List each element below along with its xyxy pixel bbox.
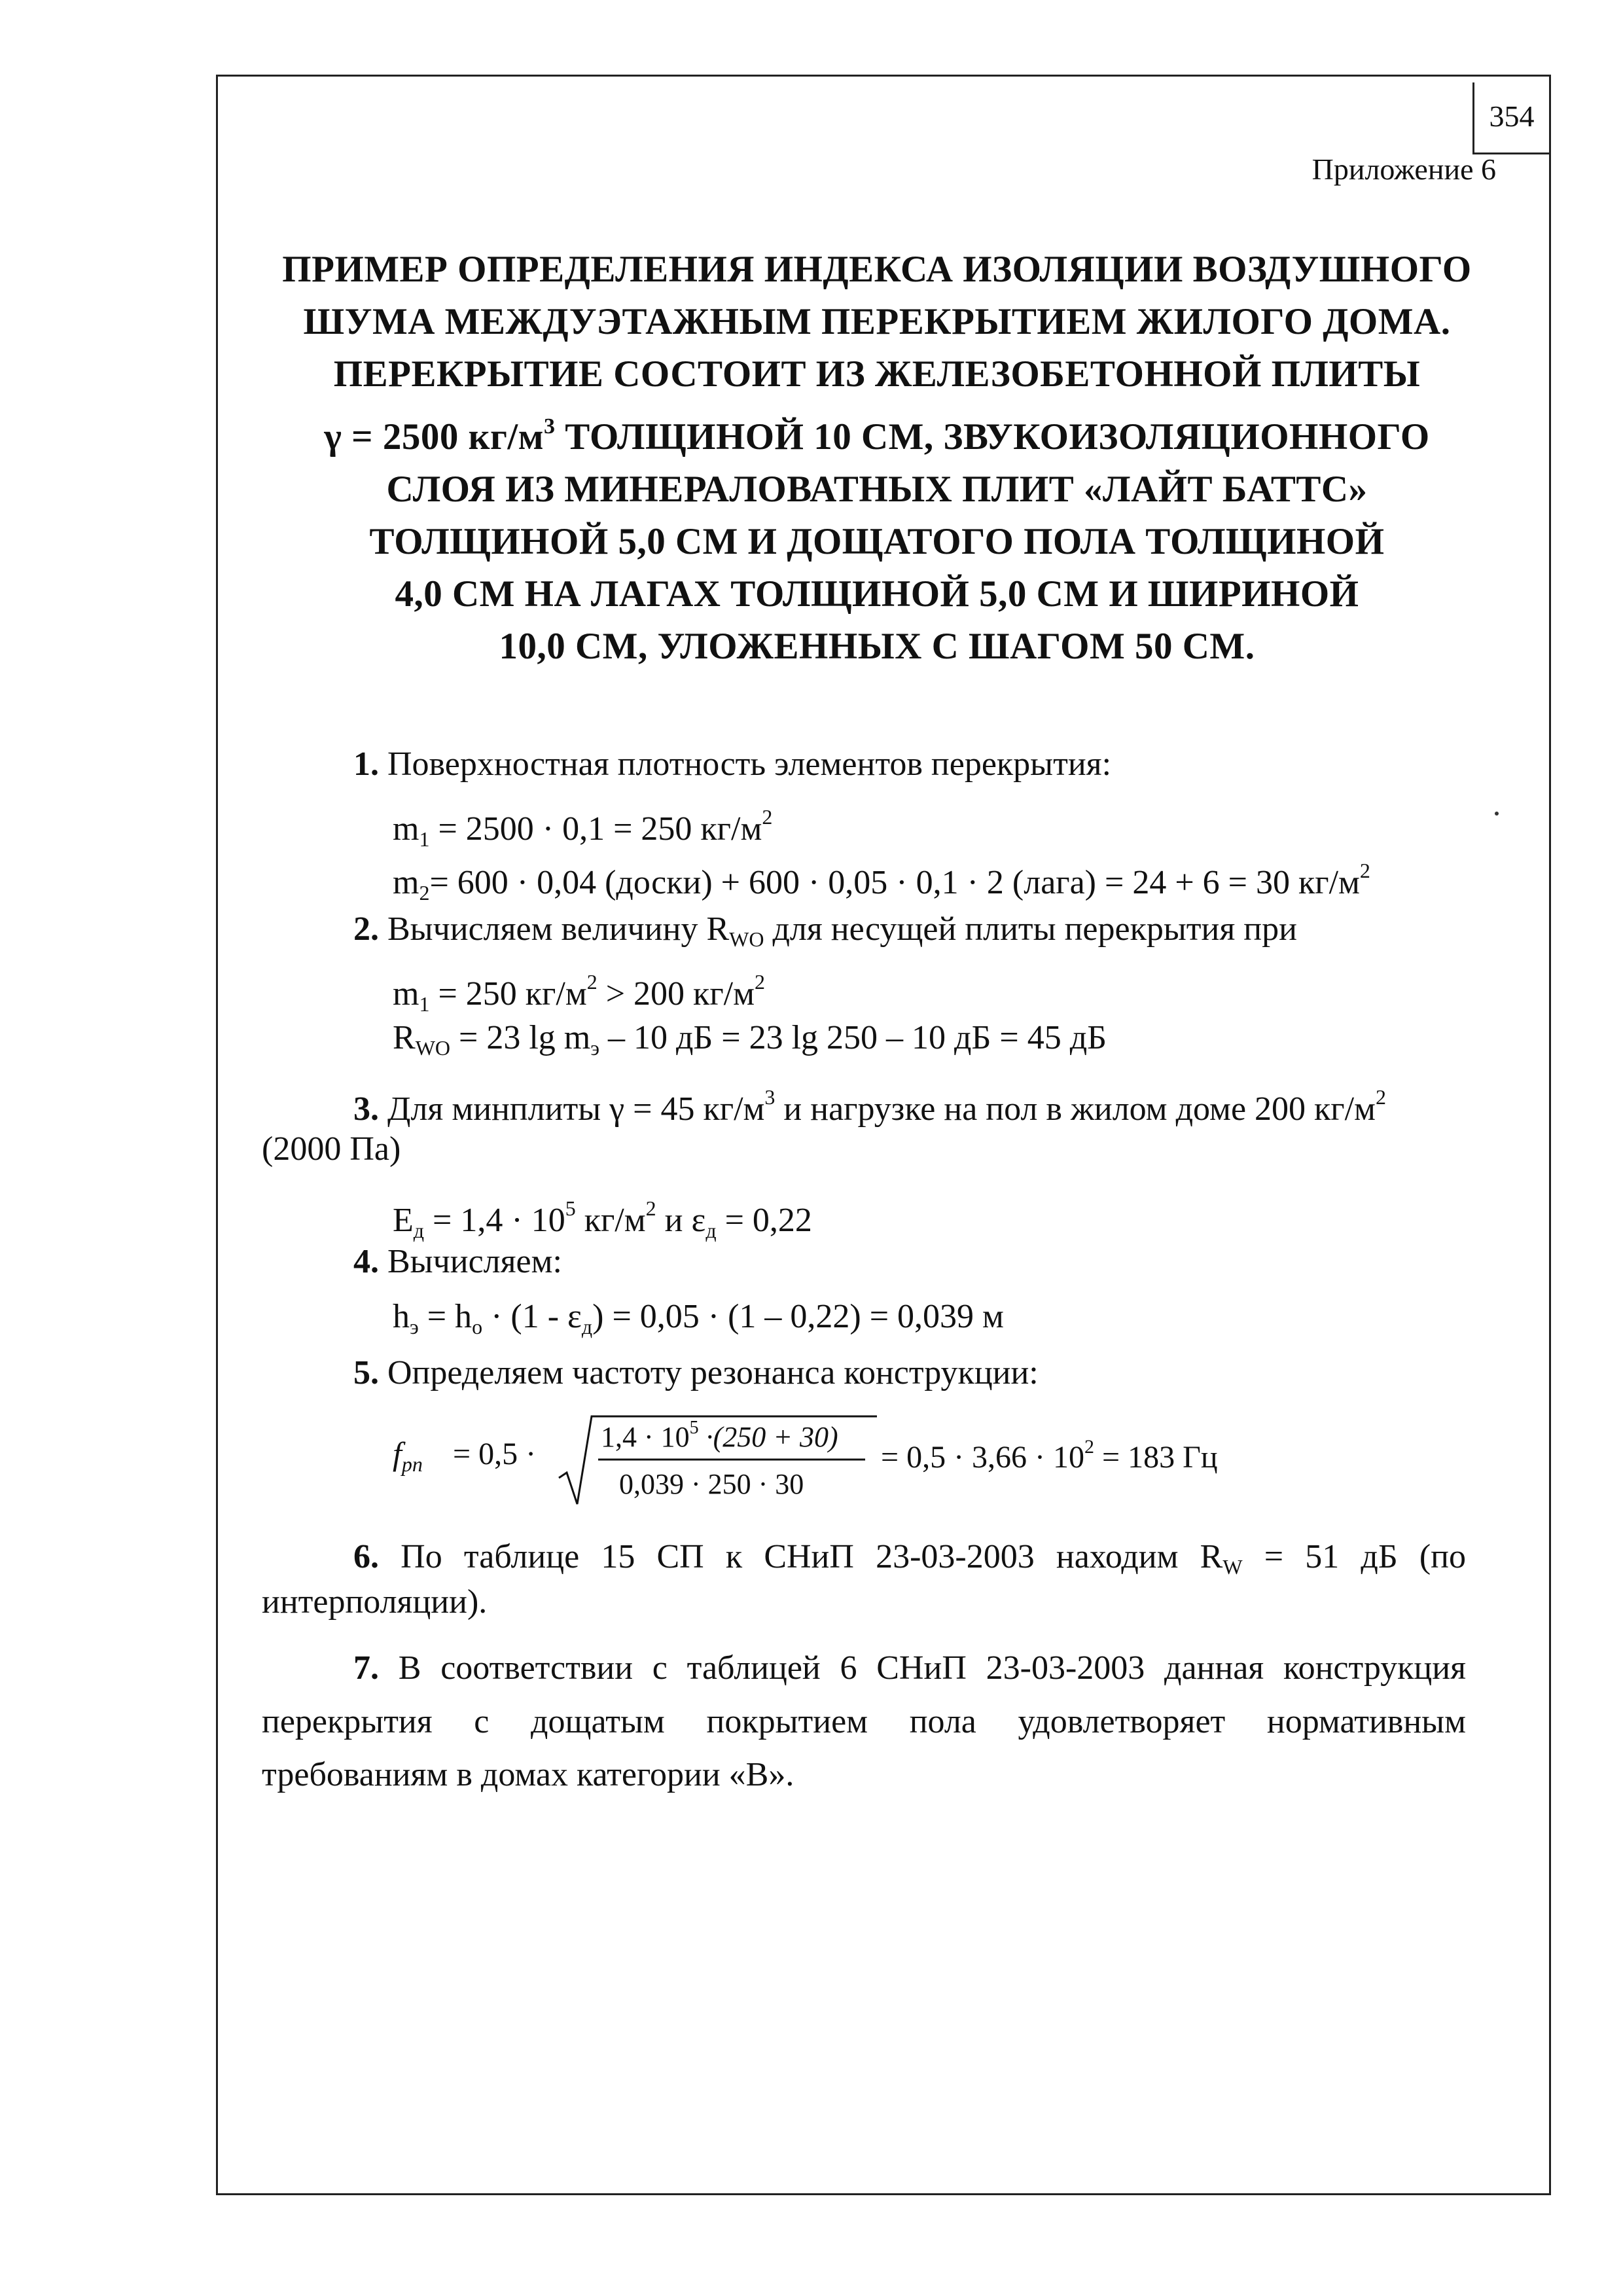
step-number: 2. <box>353 910 379 948</box>
formula-sub: 1 <box>419 992 430 1016</box>
formula-text: m <box>393 810 419 848</box>
step-text: и нагрузке на пол в жилом доме 200 кг/м <box>775 1090 1376 1128</box>
step-number: 5. <box>353 1354 379 1391</box>
formula-text: и ε <box>656 1202 706 1239</box>
formula-sub: 1 <box>419 827 430 851</box>
formula-sub: 2 <box>419 881 430 905</box>
formula-text: h <box>393 1298 410 1335</box>
title-line: ТОЛЩИНОЙ 5,0 СМ И ДОЩАТОГО ПОЛА ТОЛЩИНОЙ <box>369 521 1385 562</box>
formula-eq1: = 0,5 · <box>453 1437 537 1471</box>
formula-sup: 5 <box>565 1196 576 1220</box>
formula-text: = 600 · 0,04 (доски) + 600 · 0,05 · 0,1 · 2 (лага) = 24 + 6 = 30 кг/м <box>429 864 1360 901</box>
title-line: 4,0 СМ НА ЛАГАХ ТОЛЩИНОЙ 5,0 СМ И ШИРИНОЙ <box>395 573 1359 615</box>
document-title <box>262 243 1492 673</box>
formula-text: m <box>393 975 419 1013</box>
step-sup: 3 <box>764 1085 776 1109</box>
step-text: Для минплиты γ = 45 кг/м <box>387 1090 765 1128</box>
formula-text: m <box>393 864 419 901</box>
formula-text: кг/м <box>575 1202 646 1239</box>
formula-text: R <box>393 1019 416 1056</box>
step-text: Поверхностная плотность элементов перекрытия: <box>387 745 1112 783</box>
formula-he <box>393 1297 1004 1346</box>
formula-sub: э <box>590 1036 599 1060</box>
formula-ed <box>393 1189 812 1250</box>
formula-m1 <box>393 797 772 859</box>
title-line: 10,0 СМ, УЛОЖЕННЫХ С ШАГОМ 50 СМ. <box>499 626 1255 667</box>
formula-rwo <box>393 1018 1107 1067</box>
formula-text: > 200 кг/м <box>597 975 755 1013</box>
formula-text: – 10 дБ = 23 lg 250 – 10 дБ = 45 дБ <box>599 1019 1107 1056</box>
appendix-label: Приложение 6 <box>1311 152 1496 186</box>
step-text: По таблице 15 СП к СНиП 23-03-2003 находим R <box>401 1538 1223 1575</box>
title-text: γ = 2500 кг/м <box>324 416 544 457</box>
formula-text: = 0,22 <box>716 1202 812 1239</box>
formula-sup: 5 <box>689 1418 699 1438</box>
step-sub: WO <box>729 927 764 951</box>
formula-text: · (1 - ε <box>482 1298 582 1335</box>
formula-sub: д <box>413 1219 425 1242</box>
formula-text: = h <box>418 1298 473 1335</box>
formula-text: ) = 0,05 · (1 – 0,22) = 0,039 м <box>592 1298 1004 1335</box>
step-sub: W <box>1222 1555 1243 1579</box>
resonance-formula <box>393 1407 1309 1518</box>
step-5 <box>353 1354 1039 1393</box>
formula-lhs <box>393 1435 423 1477</box>
formula-text: ·(250 + 30) <box>698 1421 838 1453</box>
title-line: ПРИМЕР ОПРЕДЕЛЕНИЯ ИНДЕКСА ИЗОЛЯЦИИ ВОЗДУШНОГО <box>282 249 1472 290</box>
step-2 <box>353 910 1297 959</box>
step-text: = 51 дБ (по <box>1242 1538 1466 1575</box>
formula-sup: 2 <box>586 970 597 994</box>
formula-text: = 23 lg m <box>450 1019 591 1056</box>
formula-sup: 2 <box>1084 1436 1095 1458</box>
formula-sup: 2 <box>1359 859 1370 882</box>
formula-sub: WO <box>415 1036 450 1060</box>
formula-text: f <box>393 1435 402 1472</box>
title-text: ТОЛЩИНОЙ 10 СМ, ЗВУКОИЗОЛЯЦИОННОГО <box>555 416 1430 457</box>
step-7-line-1 <box>262 1641 1466 1695</box>
formula-sup: 2 <box>762 805 773 829</box>
step-sup: 2 <box>1375 1085 1386 1109</box>
formula-text: E <box>393 1202 414 1239</box>
formula-sub: д <box>705 1219 717 1242</box>
formula-text: 1,4 · 10 <box>601 1421 690 1453</box>
title-line: СЛОЯ ИЗ МИНЕРАЛОВАТНЫХ ПЛИТ «ЛАЙТ БАТТС» <box>386 469 1368 510</box>
step-number: 1. <box>353 745 379 783</box>
step-text: Вычисляем величину R <box>387 910 730 948</box>
formula-sub: э <box>410 1315 419 1338</box>
formula-sub: д <box>581 1315 593 1338</box>
step-3 <box>353 1077 1386 1129</box>
formula-sub: pn <box>401 1452 423 1476</box>
formula-condition <box>393 962 765 1024</box>
formula-text: = 0,5 · 3,66 · 10 <box>881 1440 1085 1475</box>
page-number: 354 <box>1472 82 1549 154</box>
formula-rhs <box>881 1436 1218 1475</box>
formula-text: = 2500 · 0,1 = 250 кг/м <box>429 810 762 848</box>
step-4 <box>353 1242 562 1282</box>
step-1 <box>353 745 1111 784</box>
step-text: Вычисляем: <box>387 1243 562 1280</box>
title-sup: 3 <box>544 414 556 439</box>
title-line: ШУМА МЕЖДУЭТАЖНЫМ ПЕРЕКРЫТИЕМ ЖИЛОГО ДОМА. <box>303 301 1451 342</box>
formula-denominator: 0,039 · 250 · 30 <box>619 1468 804 1500</box>
formula-text: = 250 кг/м <box>429 975 587 1013</box>
formula-text: = 183 Гц <box>1094 1440 1218 1475</box>
step-6-continued: интерполяции). <box>262 1583 488 1621</box>
title-line <box>262 401 1492 463</box>
formula-text: = 1,4 · 10 <box>424 1202 565 1239</box>
step-text: В соответствии с таблицей 6 СНиП 23-03-2003 данная конструкция <box>398 1649 1467 1687</box>
formula-sup: 2 <box>755 970 766 994</box>
formula-sub: o <box>472 1315 483 1338</box>
step-text: Определяем частоту резонанса конструкции: <box>387 1354 1039 1391</box>
formula-numerator <box>601 1418 838 1454</box>
step-number: 7. <box>353 1649 379 1687</box>
step-7-line-2: перекрытия с дощатым покрытием пола удовлетворяет нормативным <box>262 1703 1466 1740</box>
step-number: 3. <box>353 1090 379 1128</box>
formula-m2 <box>393 851 1370 912</box>
title-line: ПЕРЕКРЫТИЕ СОСТОИТ ИЗ ЖЕЛЕЗОБЕТОННОЙ ПЛИТЫ <box>333 353 1421 395</box>
stray-dot <box>1495 812 1499 816</box>
step-7-line-3: требованиям в домах категории «В». <box>262 1756 794 1793</box>
step-3-continued: (2000 Па) <box>262 1130 401 1168</box>
step-number: 4. <box>353 1243 379 1280</box>
formula-sup: 2 <box>645 1196 656 1220</box>
step-number: 6. <box>353 1538 379 1575</box>
step-text: для несущей плиты перекрытия при <box>764 910 1297 948</box>
